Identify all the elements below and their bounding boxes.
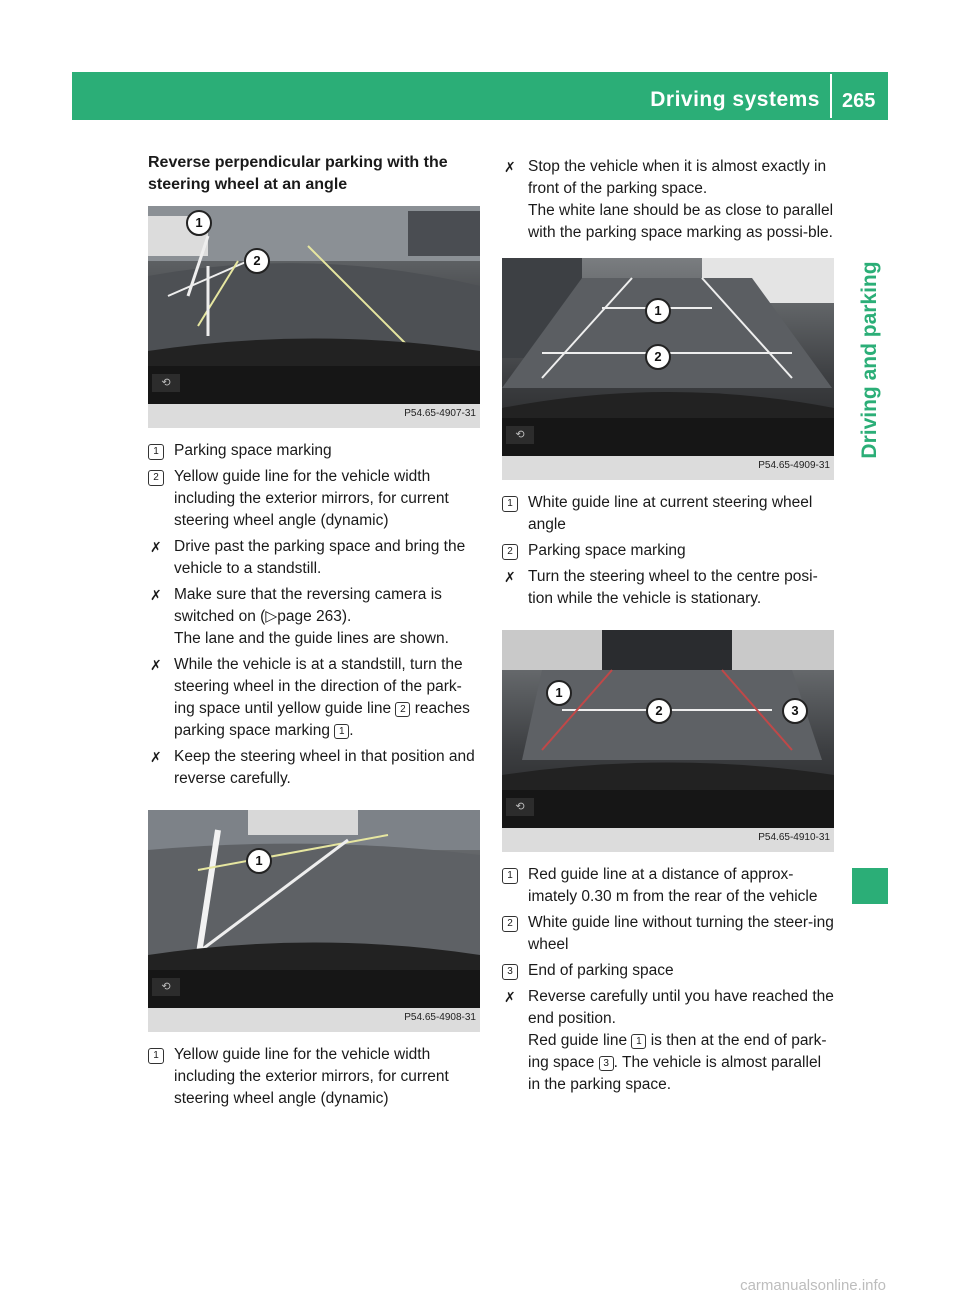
step-text-part: Red guide line [528,1032,628,1049]
left-column [148,152,480,1114]
callout-2: 2 [645,344,671,370]
back-icon: ⟲ [506,426,534,444]
instruction-step [502,156,834,244]
instruction-step [502,566,834,610]
legend-number: 1 [502,496,518,512]
step-text-part: reaches parking space marking [174,700,470,739]
step-text: Turn the steering wheel to the centre posi-tion while the vehicle is stationary. [528,568,818,607]
figure-code: P54.65-4908-31 [404,1012,476,1023]
arrow-icon: ✗ [150,749,162,765]
arrow-icon: ✗ [150,587,162,603]
legend-item [502,492,834,536]
step-text-part: While the vehicle is at a standstill, turn the steering wheel in the direction of the park-ing space until yellow guide line [174,656,463,717]
inline-callout: 2 [395,702,410,717]
legend-item [502,912,834,956]
footer-watermark: carmanualsonline.info [740,1277,886,1294]
instruction-step [148,584,480,650]
legend-number: 1 [148,444,164,460]
heading-line-2: steering wheel at an angle [148,176,348,193]
step-text-part: . The vehicle is almost parallel in the parking space. [528,1054,822,1093]
page-ref-icon: ▷ [265,608,278,625]
legend-item [148,440,480,462]
inline-callout: 1 [631,1034,646,1049]
legend-text: Yellow guide line for the vehicle width including the exterior mirrors, for current steering wheel angle (dynamic) [174,1046,449,1107]
header-separator [830,74,832,118]
side-tab [852,250,888,470]
legend-number: 2 [502,916,518,932]
callout-1: 1 [186,210,212,236]
callout-2: 2 [646,698,672,724]
callout-1: 1 [246,848,272,874]
side-tab-label: Driving and parking [858,261,881,459]
step-text: Keep the steering wheel in that position and reverse carefully. [174,748,475,787]
legend-text: Parking space marking [174,442,332,459]
legend-item [148,1044,480,1110]
back-icon: ⟲ [152,978,180,996]
side-tab-marker [852,868,888,904]
legend-item [502,540,834,562]
step-text [174,584,480,628]
arrow-icon: ✗ [150,657,162,673]
legend-item [148,466,480,532]
legend-text: Red guide line at a distance of approx-imately 0.30 m from the rear of the vehicle [528,866,818,905]
callout-2: 2 [244,248,270,274]
camera-control-bar [502,790,834,828]
legend-item [502,864,834,908]
legend-text: Parking space marking [528,542,686,559]
camera-figure-2 [148,810,480,1032]
legend-item [502,960,834,982]
arrow-icon: ✗ [504,569,516,585]
page-reference[interactable]: page 263). [277,608,352,625]
instruction-step [148,536,480,580]
step-note [528,1030,834,1096]
arrow-icon: ✗ [504,159,516,175]
legend-number: 1 [148,1048,164,1064]
figure-code: P54.65-4910-31 [758,832,830,843]
inline-callout: 3 [599,1056,614,1071]
figure-code: P54.65-4907-31 [404,408,476,419]
camera-control-bar [148,970,480,1008]
legend-number: 1 [502,868,518,884]
step-note: The white lane should be as close to parallel with the parking space marking as possi-ble. [528,202,834,241]
legend-text: Yellow guide line for the vehicle width including the exterior mirrors, for current steering wheel angle (dynamic) [174,468,449,529]
callout-1: 1 [645,298,671,324]
step-text-part: is then at the end of park-ing space [528,1032,827,1071]
step-text: Stop the vehicle when it is almost exactly in front of the parking space. [528,158,827,197]
callout-3: 3 [782,698,808,724]
camera-figure-3 [502,258,834,480]
legend-number: 3 [502,964,518,980]
section-title: Driving systems [650,88,820,111]
arrow-icon: ✗ [150,539,162,555]
figure-code: P54.65-4909-31 [758,460,830,471]
back-icon: ⟲ [152,374,180,392]
legend-text: White guide line without turning the steer-ing wheel [528,914,834,953]
step-text: While the vehicle is at a standstill, turn the steering wheel in the direction of the park-ing space until yellow guide line 2 reaches parking space marking 1 . [174,656,470,739]
step-text-part: Make sure that the reversing camera is switched on ( [174,586,442,625]
right-column [502,152,834,1100]
inline-callout: 1 [334,724,349,739]
camera-control-bar [502,418,834,456]
step-note: The lane and the guide lines are shown. [174,630,449,647]
instruction-step [502,986,834,1096]
step-text: Drive past the parking space and bring the vehicle to a standstill. [174,538,466,577]
legend-text: White guide line at current steering wheel angle [528,494,813,533]
page-number: 265 [842,90,876,112]
camera-control-bar [148,366,480,404]
legend-text: End of parking space [528,962,674,979]
callout-1: 1 [546,680,572,706]
camera-figure-1 [148,206,480,428]
legend-number: 2 [148,470,164,486]
step-text: Reverse carefully until you have reached the end position. [528,988,834,1027]
subsection-heading [148,152,480,196]
arrow-icon: ✗ [504,989,516,1005]
camera-figure-4 [502,630,834,852]
heading-line-1: Reverse perpendicular parking with the [148,154,448,171]
instruction-step [148,654,480,742]
instruction-step [148,746,480,790]
back-icon: ⟲ [506,798,534,816]
legend-number: 2 [502,544,518,560]
